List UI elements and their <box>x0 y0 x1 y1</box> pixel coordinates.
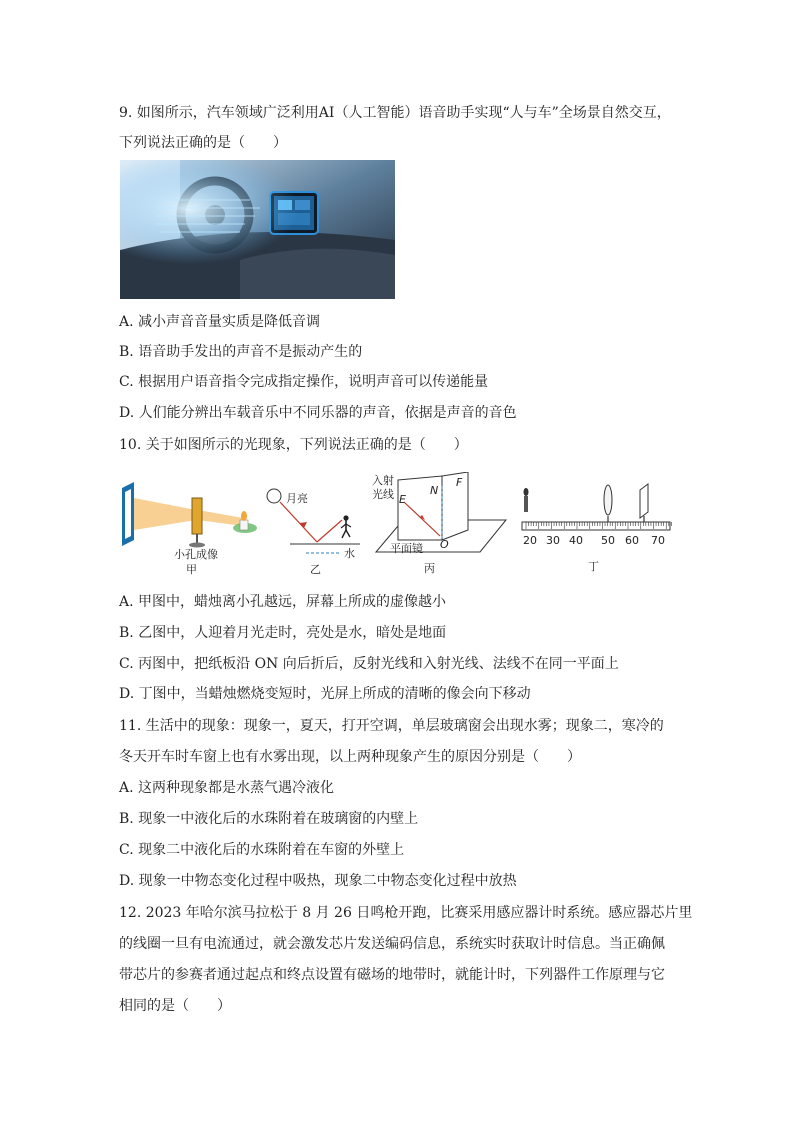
tick-label: 20 <box>523 534 537 547</box>
point-f-label: F <box>456 476 463 489</box>
q11-option-b: B. 现象一中液化后的水珠附着在玻璃窗的内壁上 <box>119 811 419 827</box>
incident-ray-label-line1: 入射 <box>372 474 394 487</box>
q11-option-d: D. 现象一中物态变化过程中吸热，现象二中物态变化过程中放热 <box>119 873 517 889</box>
q12-stem-line1: 12. 2023 年哈尔滨马拉松于 8 月 26 日鸣枪开跑，比赛采用感应器计时系统。感应器芯片里 <box>119 905 693 921</box>
q11-stem-line2: 冬天开车时车窗上也有水雾出现，以上两种现象产生的原因分别是（ ） <box>119 749 581 765</box>
q10-stem: 10. 关于如图所示的光现象，下列说法正确的是（ ） <box>119 437 468 453</box>
q12-stem-line4: 相同的是（ ） <box>119 998 231 1014</box>
q9-option-c: C. 根据用户语音指令完成指定操作，说明声音可以传递能量 <box>119 374 489 390</box>
mirror-label: 平面镜 <box>390 542 423 555</box>
q10-option-d: D. 丁图中，当蜡烛燃烧变短时，光屏上所成的清晰的像会向下移动 <box>119 686 531 702</box>
figure-label-ding: 丁 <box>588 560 599 573</box>
incident-ray-label-line2: 光线 <box>372 488 394 501</box>
q12-stem-line3: 带芯片的参赛者通过起点和终点设置有磁场的地带时，就能计时，下列器件工作原理与它 <box>119 967 665 983</box>
point-n-label: N <box>430 484 439 497</box>
q9-option-b: B. 语音助手发出的声音不是振动产生的 <box>119 344 363 360</box>
q11-option-a: A. 这两种现象都是水蒸气遇冷液化 <box>119 780 335 796</box>
q10-option-a: A. 甲图中，蜡烛离小孔越远，屏幕上所成的虚像越小 <box>119 594 447 610</box>
figure-label-yi: 乙 <box>310 563 321 576</box>
figure-convex-lens-bench <box>518 482 674 576</box>
figure-plane-mirror-reflection <box>368 472 508 576</box>
figure-label-jia: 甲 <box>186 563 197 576</box>
tick-label: 50 <box>601 534 615 547</box>
q12-stem-line2: 的线圈一旦有电流通过，就会激发芯片发送编码信息，系统实时获取计时信息。当正确佩 <box>119 936 665 952</box>
q9-stem-line1: 9. 如图所示，汽车领域广泛利用AI（人工智能）语音助手实现“人与车”全场景自然交互， <box>119 105 671 121</box>
q9-option-d: D. 人们能分辨出车载音乐中不同乐器的声音，依据是声音的音色 <box>119 405 517 421</box>
figure-pinhole-imaging <box>118 478 268 576</box>
q11-option-c: C. 现象二中液化后的水珠附着在车窗的外壁上 <box>119 842 405 858</box>
q9-option-a: A. 减小声音音量实质是降低音调 <box>119 314 321 330</box>
car-voice-assistant-photo <box>120 160 395 299</box>
q10-option-c: C. 丙图中，把纸板沿 ON 向后折后，反射光线和入射光线、法线不在同一平面上 <box>119 656 619 672</box>
q9-stem-line2: 下列说法正确的是（ ） <box>119 135 287 151</box>
tick-label: 60 <box>625 534 639 547</box>
tick-label: 40 <box>569 534 583 547</box>
q10-option-b: B. 乙图中，人迎着月光走时，亮处是水，暗处是地面 <box>119 625 447 641</box>
point-e-label: E <box>399 493 406 506</box>
bench-tick-labels <box>523 534 665 547</box>
point-o-label: O <box>440 538 449 551</box>
tick-label: 70 <box>651 534 665 547</box>
figure-label-bing: 丙 <box>424 562 435 575</box>
pinhole-caption: 小孔成像 <box>174 548 218 561</box>
q11-stem-line1: 11. 生活中的现象：现象一，夏天，打开空调，单层玻璃窗会出现水雾；现象二，寒冷的 <box>119 718 664 734</box>
water-label: 水 <box>344 547 355 560</box>
tick-label: 30 <box>546 534 560 547</box>
moon-label: 月亮 <box>286 492 308 505</box>
figure-moonlight-reflection <box>262 482 372 576</box>
